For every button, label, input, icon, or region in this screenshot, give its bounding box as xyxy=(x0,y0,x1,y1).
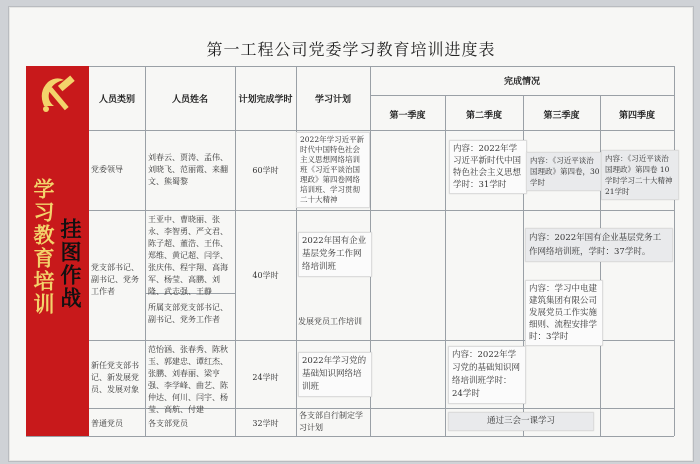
banner-text-study: 学习教育培训 xyxy=(31,178,55,316)
row-leaders-q2: 内容：2022年学习近平新时代中国特色社会主义思想学时：31学时 xyxy=(449,140,527,194)
row-new-names: 范怡涵、张春秀、陈秋玉、郭建忠、谭红杰、张鹏、刘春丽、梁亨强、李学峰、曲艺、陈仲达、何川、闫宇、杨莹、高航、付建 xyxy=(148,345,228,414)
row-ordinary-names: 各支部党员 xyxy=(148,419,188,428)
banner-text-battle: 挂图作战 xyxy=(58,218,82,310)
header-names: 人员姓名 xyxy=(171,95,208,105)
header-status: 完成情况 xyxy=(503,77,540,87)
row-secretaries-q3b: 内容：学习中电建建筑集团有限公司发展党员工作实施细则、流程安排学时：3学时 xyxy=(525,280,603,346)
header-hours: 计划完成学时 xyxy=(238,95,293,105)
row-new-hours: 24学时 xyxy=(252,373,279,382)
header-q1: 第一季度 xyxy=(389,111,426,121)
row-leaders-hours: 60学时 xyxy=(252,166,279,175)
header-q4: 第四季度 xyxy=(618,111,655,121)
row-secretaries-plan-a: 2022年国有企业基层党务工作网络培训班 xyxy=(298,232,372,277)
page-title: 第一工程公司党委学习教育培训进度表 xyxy=(206,40,496,59)
party-banner xyxy=(26,66,89,436)
row-secretaries-q34: 内容：2022年国有企业基层党务工作网络培训班，学时：37学时。 xyxy=(525,228,673,262)
header-plan: 学习计划 xyxy=(314,95,351,105)
row-secretaries-plan-b: 发展党员工作培训 xyxy=(298,317,362,326)
row-secretaries-names: 王亚中、曹晓丽、张永、李智勇、严文君、陈子超、董浩、王伟、郑维、黄记超、闫学、张庆伟、程宇翔、高海军、杨莹、高鹏、刘隆、武志强、王静 xyxy=(148,215,228,296)
row-leaders-names: 刘春云、贾涛、孟伟、刘晓飞、范丽霞、来翻文、熊蜀黎 xyxy=(148,153,228,186)
row-secretaries-category: 党支部书记、副书记、党务工作者 xyxy=(91,263,139,296)
row-leaders-q4: 内容：《习近平谈治国理政》第四卷 10学时学习二十大精神21学时 xyxy=(601,150,679,200)
row-ordinary-hours: 32学时 xyxy=(252,419,279,428)
row-ordinary-category: 普通党员 xyxy=(91,419,123,428)
row-ordinary-plan: 各支部自行制定学习计划 xyxy=(299,411,363,432)
row-secretaries-sub-names: 所属支部党支部书记、副书记、党务工作者 xyxy=(148,303,228,324)
row-leaders-q3: 内容：《习近平谈治国理政》第四卷，30学时 xyxy=(526,152,604,191)
header-q2: 第二季度 xyxy=(465,111,502,121)
header-q3: 第三季度 xyxy=(543,111,580,121)
row-new-q2: 内容：2022年学习党的基础知识网络培训班学时：24学时 xyxy=(448,346,526,404)
row-secretaries-hours: 40学时 xyxy=(252,271,279,280)
row-ordinary-status: 通过三会一课学习 xyxy=(448,412,594,431)
row-leaders-plan: 2022年学习近平新时代中国特色社会主义思想网络培训班《习近平谈治国理政》第四卷网络培训班、学习贯彻二十大精神 xyxy=(296,132,370,208)
hammer-sickle-icon xyxy=(34,72,80,118)
row-leaders-category: 党委领导 xyxy=(91,165,123,174)
row-new-category: 新任党支部书记、新发展党员、发展对象 xyxy=(91,361,139,394)
header-category: 人员类别 xyxy=(98,95,135,105)
row-new-plan: 2022年学习党的基础知识网络培训班 xyxy=(298,352,372,397)
